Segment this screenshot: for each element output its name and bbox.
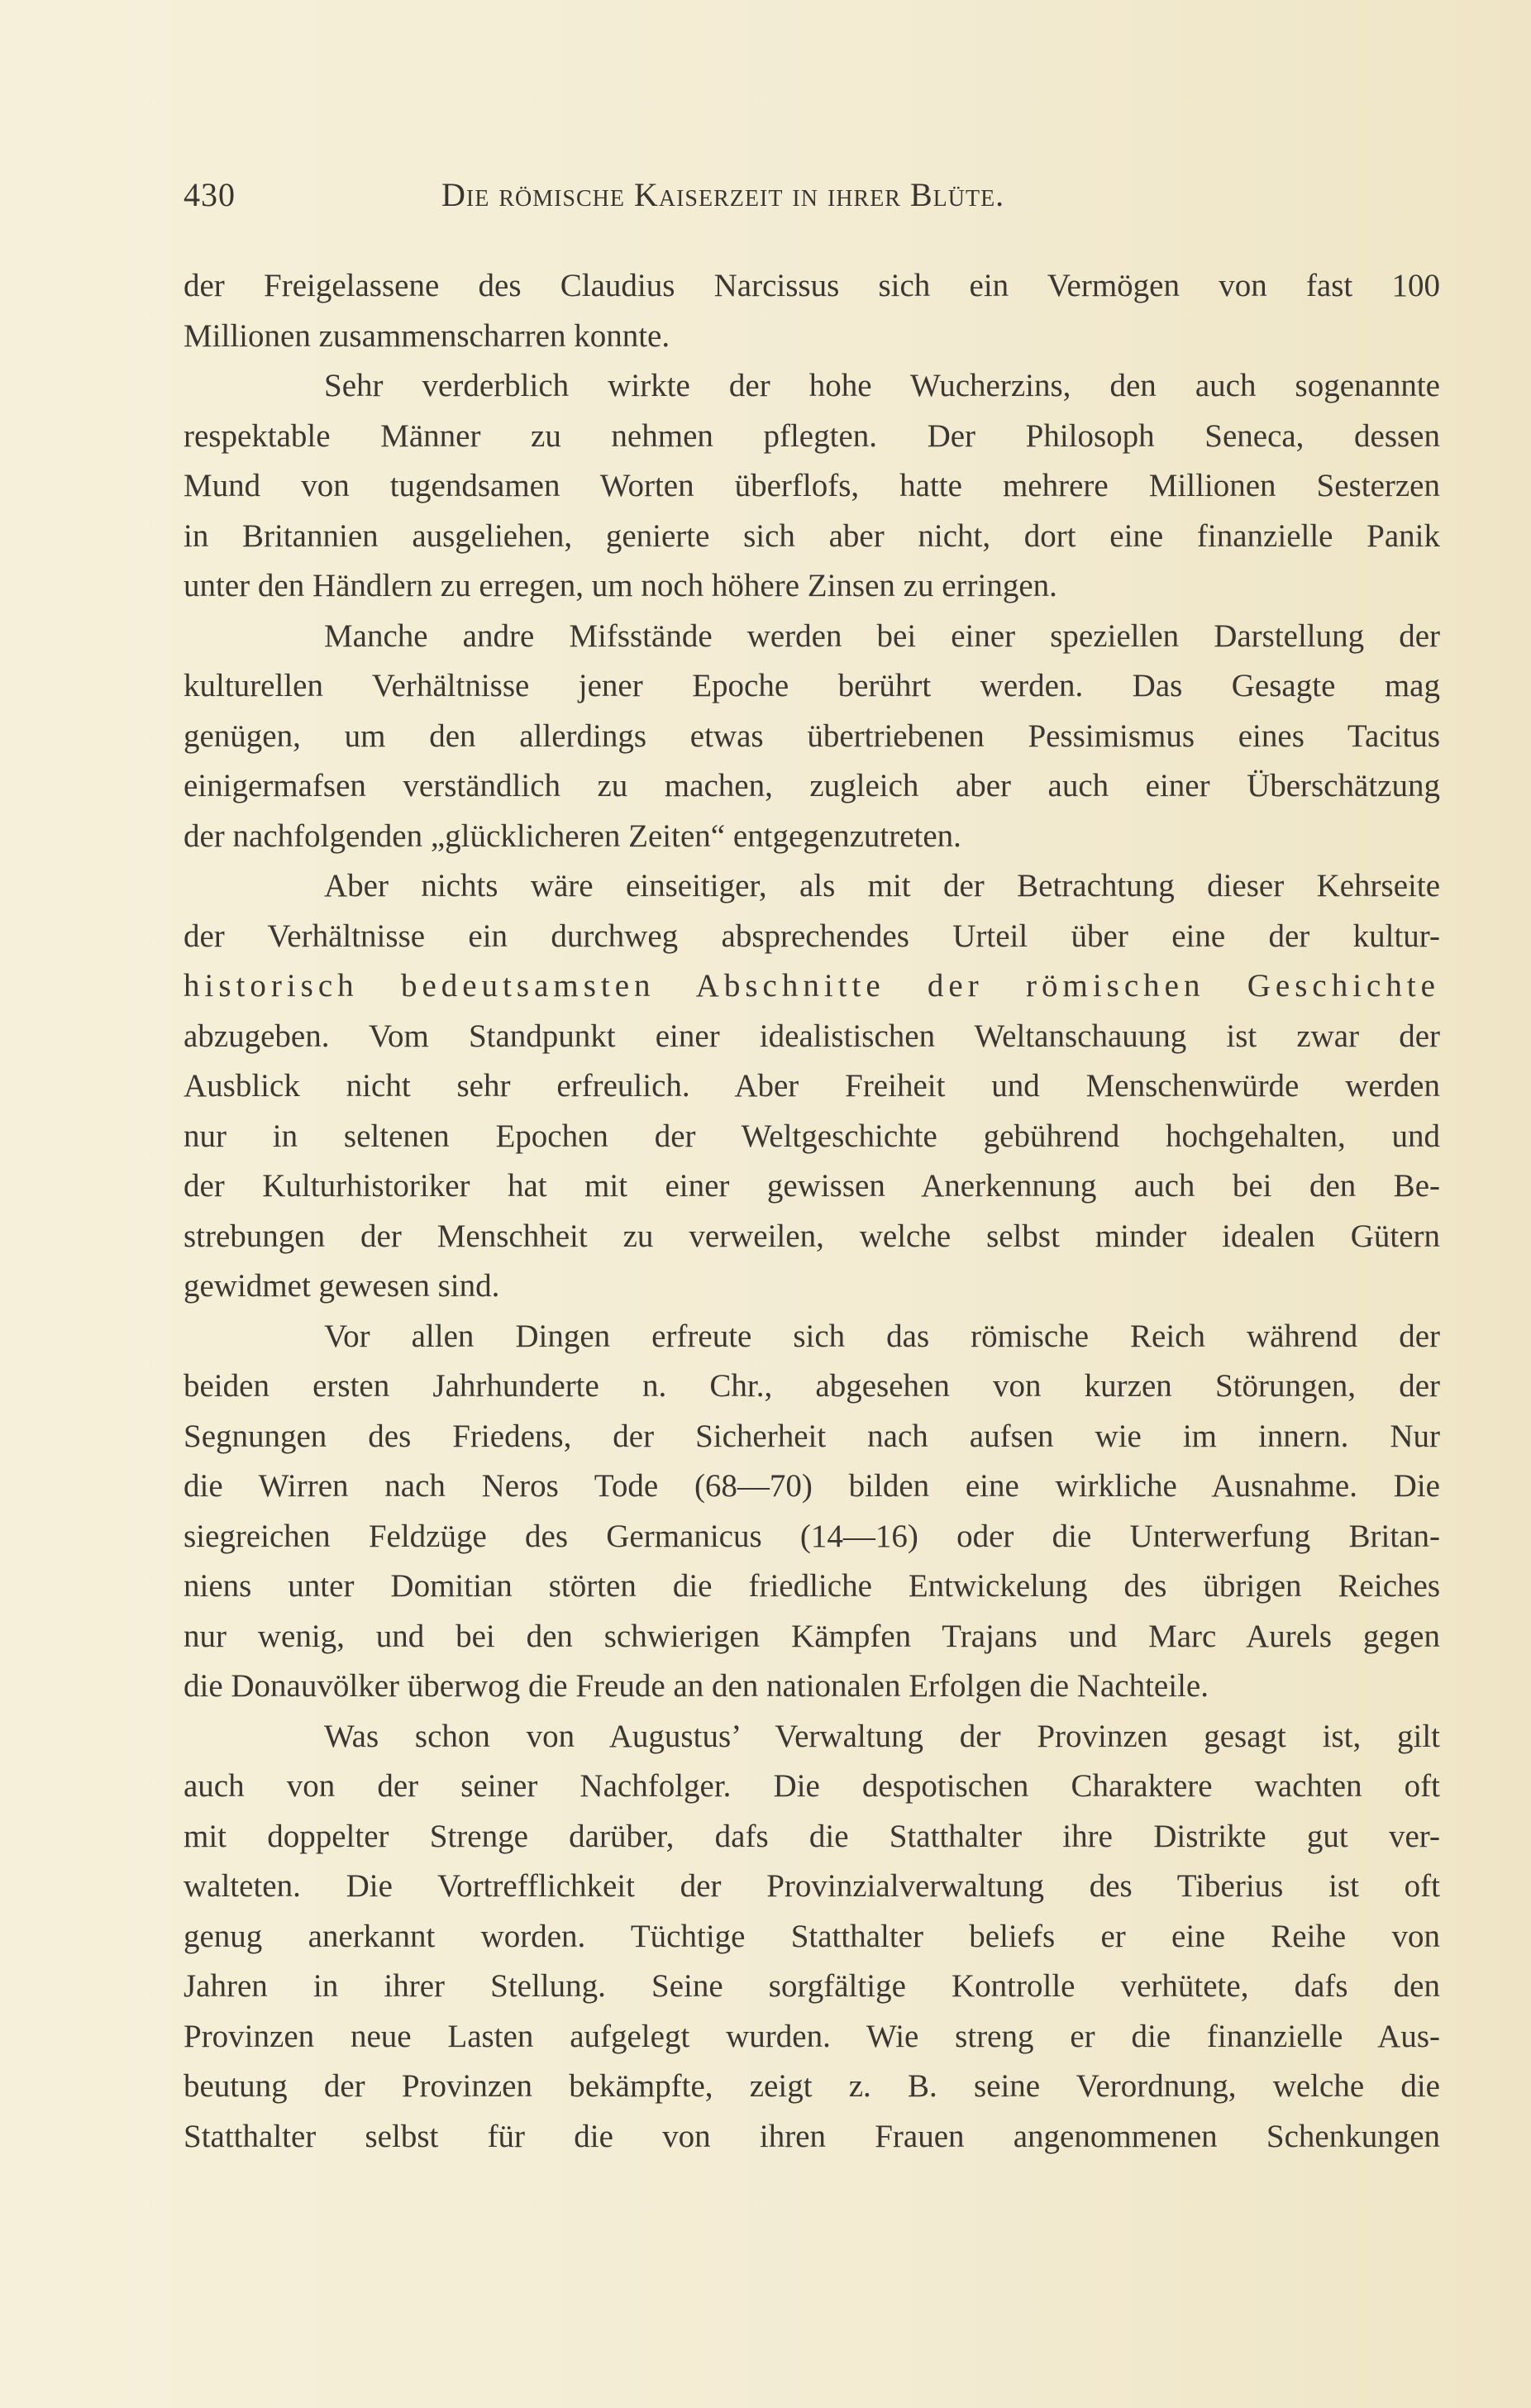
text-line: niens unter Domitian störten die friedliche Entwickelung des übrigen Reiches — [184, 1568, 1440, 1604]
body-text — [184, 261, 1440, 2162]
text-line: siegreichen Feldzüge des Germanicus (14—16) oder die Unterwerfung Britan- — [184, 1518, 1440, 1554]
text-line: der Kulturhistoriker hat mit einer gewissen Anerkennung auch bei den Be- — [184, 1168, 1440, 1204]
text-line: Ausblick nicht sehr erfreulich. Aber Freiheit und Menschenwürde werden — [184, 1068, 1440, 1104]
text-line: Segnungen des Friedens, der Sicherheit nach aufsen wie im innern. Nur — [184, 1418, 1440, 1454]
text-line: gewidmet gewesen sind. — [184, 1268, 500, 1304]
paragraph-start-line: Sehr verderblich wirkte der hohe Wucherzins, den auch sogenannte — [324, 368, 1440, 403]
text-line: walteten. Die Vortrefflichkeit der Provinzialverwaltung des Tiberius ist oft — [184, 1868, 1440, 1904]
text-line: auch von der seiner Nachfolger. Die despotischen Charaktere wachten oft — [184, 1768, 1440, 1804]
text-line: respektable Männer zu nehmen pflegten. Der Philosoph Seneca, dessen — [184, 417, 1440, 454]
text-line: die Wirren nach Neros Tode (68—70) bilden eine wirkliche Ausnahme. Die — [184, 1468, 1440, 1504]
spaced-emphasis-text: historisch bedeutsamsten Abschnitte der römischen Geschichte — [184, 968, 1440, 1004]
text-line: unter den Händlern zu erregen, um noch höhere Zinsen zu erringen. — [184, 568, 1057, 603]
text-line: Statthalter selbst für die von ihren Frauen angenommenen Schenkungen — [184, 2118, 1440, 2154]
text-line: genügen, um den allerdings etwas übertriebenen Pessimismus eines Tacitus — [184, 718, 1440, 754]
running-title: Die römische Kaiserzeit in ihrer Blüte. — [441, 176, 1005, 213]
text-line: beutung der Provinzen bekämpfte, zeigt z. B. seine Verordnung, welche die — [184, 2068, 1440, 2104]
text-line: strebungen der Menschheit zu verweilen, welche selbst minder idealen Gütern — [184, 1218, 1440, 1254]
paragraph-start-line: Manche andre Mifsstände werden bei einer speziellen Darstellung der — [324, 617, 1440, 654]
text-line: in Britannien ausgeliehen, genierte sich aber nicht, dort eine finanzielle Panik — [184, 517, 1440, 554]
text-line: kulturellen Verhältnisse jener Epoche berührt werden. Das Gesagte mag — [184, 668, 1440, 703]
text-line: der Verhältnisse ein durchweg absprechendes Urteil über eine der kultur- — [184, 918, 1440, 954]
page-number: 430 — [184, 176, 236, 213]
paragraph-start-line: Aber nichts wäre einseitiger, als mit der Betrachtung dieser Kehrseite — [324, 868, 1440, 904]
text-line: genug anerkannt worden. Tüchtige Statthalter beliefs er eine Reihe von — [184, 1918, 1440, 1954]
text-line: der nachfolgenden „glücklicheren Zeiten“ entgegenzutreten. — [184, 818, 961, 854]
running-header — [184, 175, 1450, 225]
text-line: mit doppelter Strenge darüber, dafs die Statthalter ihre Distrikte gut ver- — [184, 1818, 1440, 1854]
text-line: Mund von tugendsamen Worten überflofs, hatte mehrere Millionen Sesterzen — [184, 468, 1440, 503]
text-line: einigermafsen verständlich zu machen, zugleich aber auch einer Überschätzung — [184, 768, 1440, 803]
paragraph-start-line: Was schon von Augustus’ Verwaltung der Provinzen gesagt ist, gilt — [324, 1718, 1440, 1754]
text-line: der Freigelassene des Claudius Narcissus sich ein Vermögen von fast 100 — [184, 268, 1440, 303]
text-line: die Donauvölker überwog die Freude an den nationalen Erfolgen die Nachteile. — [184, 1668, 1209, 1704]
paragraph-start-line: Vor allen Dingen erfreute sich das römische Reich während der — [324, 1318, 1440, 1354]
text-line: Jahren in ihrer Stellung. Seine sorgfältige Kontrolle verhütete, dafs den — [184, 1968, 1440, 2004]
text-line: abzugeben. Vom Standpunkt einer idealistischen Weltanschauung ist zwar der — [184, 1018, 1440, 1054]
text-line: Provinzen neue Lasten aufgelegt wurden. Wie streng er die finanzielle Aus- — [184, 2018, 1440, 2054]
spaced-emphasis-line — [184, 961, 1440, 1012]
text-line: Millionen zusammenscharren konnte. — [184, 317, 670, 354]
text-line: nur in seltenen Epochen der Weltgeschichte gebührend hochgehalten, und — [184, 1118, 1440, 1154]
text-line: nur wenig, und bei den schwierigen Kämpfen Trajans und Marc Aurels gegen — [184, 1618, 1440, 1654]
text-line: beiden ersten Jahrhunderte n. Chr., abgesehen von kurzen Störungen, der — [184, 1368, 1440, 1404]
